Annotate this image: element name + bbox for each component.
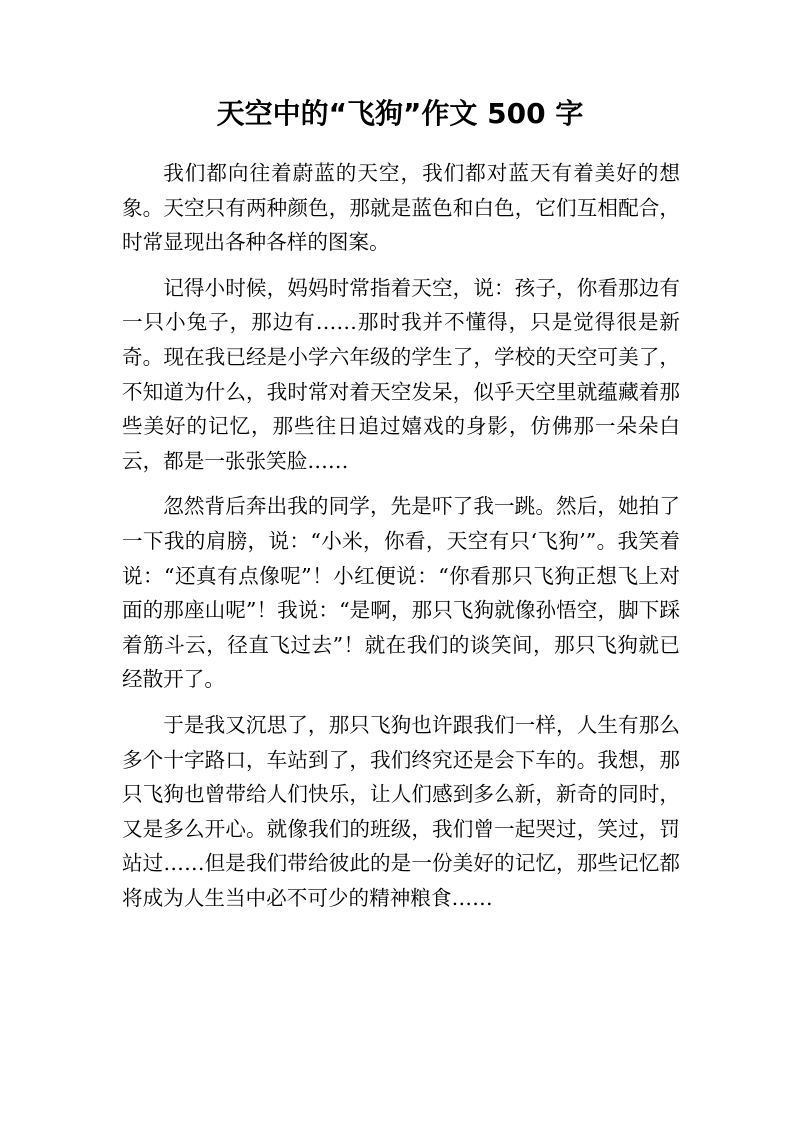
paragraph-2: 记得小时候，妈妈时常指着天空，说：孩子，你看那边有一只小兔子，那边有……那时我并不懂得，只是觉得很是新奇。现在我已经是小学六年级的学生了，学校的天空可美了，不知道为什么，我时常对着天空发呆，似乎天空里就蕴藏着那些美好的记忆，那些往日追过嬉戏的身影，仿佛那一朵朵白云，都是一张张笑脸……: [122, 275, 680, 473]
paragraph-3: 忽然背后奔出我的同学，先是吓了我一跳。然后，她拍了一下我的肩膀，说：“小米，你看，天空有只‘飞狗’”。我笑着说：“还真有点像呢”！小红便说：“你看那只飞狗正想飞上对面的那座山呢”！我说：“是啊，那只飞狗就像孙悟空，脚下踩着筋斗云，径直飞过去”！就在我们的谈笑间，那只飞狗就已经散开了。: [122, 494, 680, 692]
paragraph-1: 我们都向往着蔚蓝的天空，我们都对蓝天有着美好的想象。天空只有两种颜色，那就是蓝色和白色，它们互相配合，时常显现出各种各样的图案。: [122, 161, 680, 255]
paragraph-4: 于是我又沉思了，那只飞狗也许跟我们一样，人生有那么多个十字路口，车站到了，我们终究还是会下车的。我想，那只飞狗也曾带给人们快乐，让人们感到多么新，新奇的同时，又是多么开心。就像我们的班级，我们曾一起哭过，笑过，罚站过……但是我们带给彼此的是一份美好的记忆，那些记忆都将成为人生当中必不可少的精神粮食……: [122, 712, 680, 910]
document-body: [122, 156, 680, 926]
document-title: 天空中的“飞狗”作文 500 字: [216, 97, 584, 130]
